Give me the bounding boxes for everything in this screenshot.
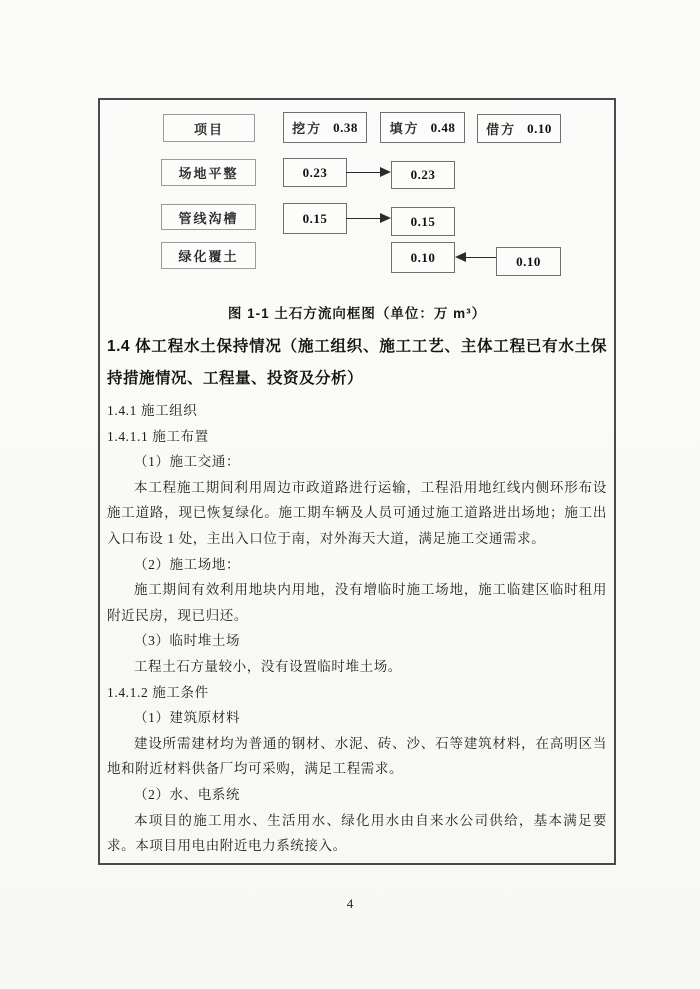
paragraph: （3）临时堆土场 — [134, 633, 241, 649]
diagram-box-cut-value — [283, 203, 347, 234]
diagram-box-borrow-value — [496, 247, 561, 276]
diagram-label: 项目 — [193, 121, 224, 137]
flow-arrow-right-icon — [346, 166, 391, 178]
diagram-value: 0.15 — [410, 213, 436, 229]
diagram-value: 0.10 — [527, 120, 552, 136]
diagram-value: 0.23 — [302, 164, 328, 180]
flow-arrow-left-icon — [455, 251, 496, 263]
diagram-box-row-label — [161, 204, 256, 230]
diagram-label: 借方 — [486, 122, 517, 137]
diagram-box-cut-header — [283, 112, 367, 143]
diagram-box-row-label — [161, 242, 256, 269]
diagram-value: 0.23 — [410, 167, 436, 182]
body-text — [107, 398, 607, 859]
diagram-box-fill-header — [380, 112, 465, 143]
paragraph: 1.4.1 施工组织 — [107, 403, 198, 418]
section-heading: 1.4 体工程水土保持情况（施工组织、施工工艺、主体工程已有水土保持措施情况、工程量、投资及分析） — [107, 338, 607, 387]
diagram-label: 管线沟槽 — [178, 210, 239, 226]
diagram-label: 绿化覆土 — [178, 249, 239, 264]
content-frame — [98, 98, 616, 865]
diagram-box-fill-value — [391, 161, 455, 189]
paragraph: （2）施工场地： — [134, 556, 241, 572]
figure-caption: 图 1-1 土石方流向框图（单位：万 m³） — [227, 306, 487, 321]
paragraph: （2）水、电系统 — [134, 786, 241, 802]
flow-arrow-right-icon — [346, 212, 391, 224]
page-number: 4 — [346, 896, 354, 911]
diagram-label: 场地平整 — [178, 166, 239, 181]
paragraph: （1）施工交通： — [134, 454, 241, 470]
diagram-box-cut-value — [283, 158, 347, 187]
paragraph: 建设所需建材均为普通的钢材、水泥、砖、沙、石等建筑材料，在高明区当地和附近材料供备厂均可采购，满足工程需求。 — [107, 735, 607, 777]
paragraph: 本工程施工期间利用周边市政道路进行运输，工程沿用地红线内侧环形布设施工道路，现已恢复绿化。施工期车辆及人员可通过施工道路进出场地；施工出入口布设 1 处，主出入口位于南，对外海天大道，满足施工交通需求。 — [107, 479, 607, 546]
paragraph: 本项目的施工用水、生活用水、绿化用水由自来水公司供给，基本满足要求。本项目用电由附近电力系统接入。 — [107, 812, 607, 854]
diagram-value: 0.10 — [516, 253, 541, 269]
diagram-label: 填方 — [389, 121, 420, 136]
diagram-value: 0.38 — [333, 119, 358, 135]
diagram-value: 0.15 — [302, 210, 328, 226]
paragraph: 1.4.1.2 施工条件 — [107, 684, 209, 700]
diagram-value: 0.10 — [410, 249, 436, 265]
paragraph: 1.4.1.1 施工布置 — [107, 428, 209, 444]
diagram-box-fill-value — [391, 207, 455, 236]
paragraph: 工程土石方量较小，没有设置临时堆土场。 — [134, 658, 402, 674]
diagram-value: 0.48 — [430, 119, 456, 135]
diagram-label: 挖方 — [292, 121, 323, 136]
diagram-box-row-label — [161, 159, 256, 186]
diagram-box-fill-value — [391, 242, 455, 273]
paragraph: （1）建筑原材料 — [134, 710, 241, 726]
earthwork-flow-diagram — [107, 100, 607, 296]
diagram-box-borrow-header — [477, 114, 561, 143]
diagram-box-project-header — [163, 114, 255, 142]
paragraph: 施工期间有效利用地块内用地，没有增临时施工场地，施工临建区临时租用附近民房，现已归还。 — [107, 582, 607, 623]
